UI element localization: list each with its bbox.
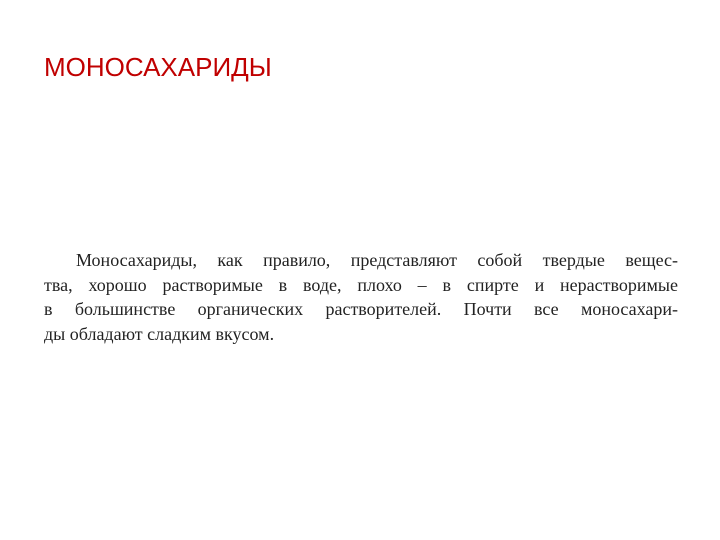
body-line-3: в большинстве органических растворителей. Почти все моносахари- xyxy=(44,299,678,319)
body-paragraph xyxy=(44,248,678,346)
body-line-2: тва, хорошо растворимые в воде, плохо – в спирте и нерастворимые xyxy=(44,274,678,295)
slide-title: МОНОСАХАРИДЫ xyxy=(44,52,272,82)
body-line-4: ды обладают сладким вкусом. xyxy=(44,323,275,344)
body-line-1: Моносахариды, как правило, представляют собой твердые вещес- xyxy=(76,250,678,270)
